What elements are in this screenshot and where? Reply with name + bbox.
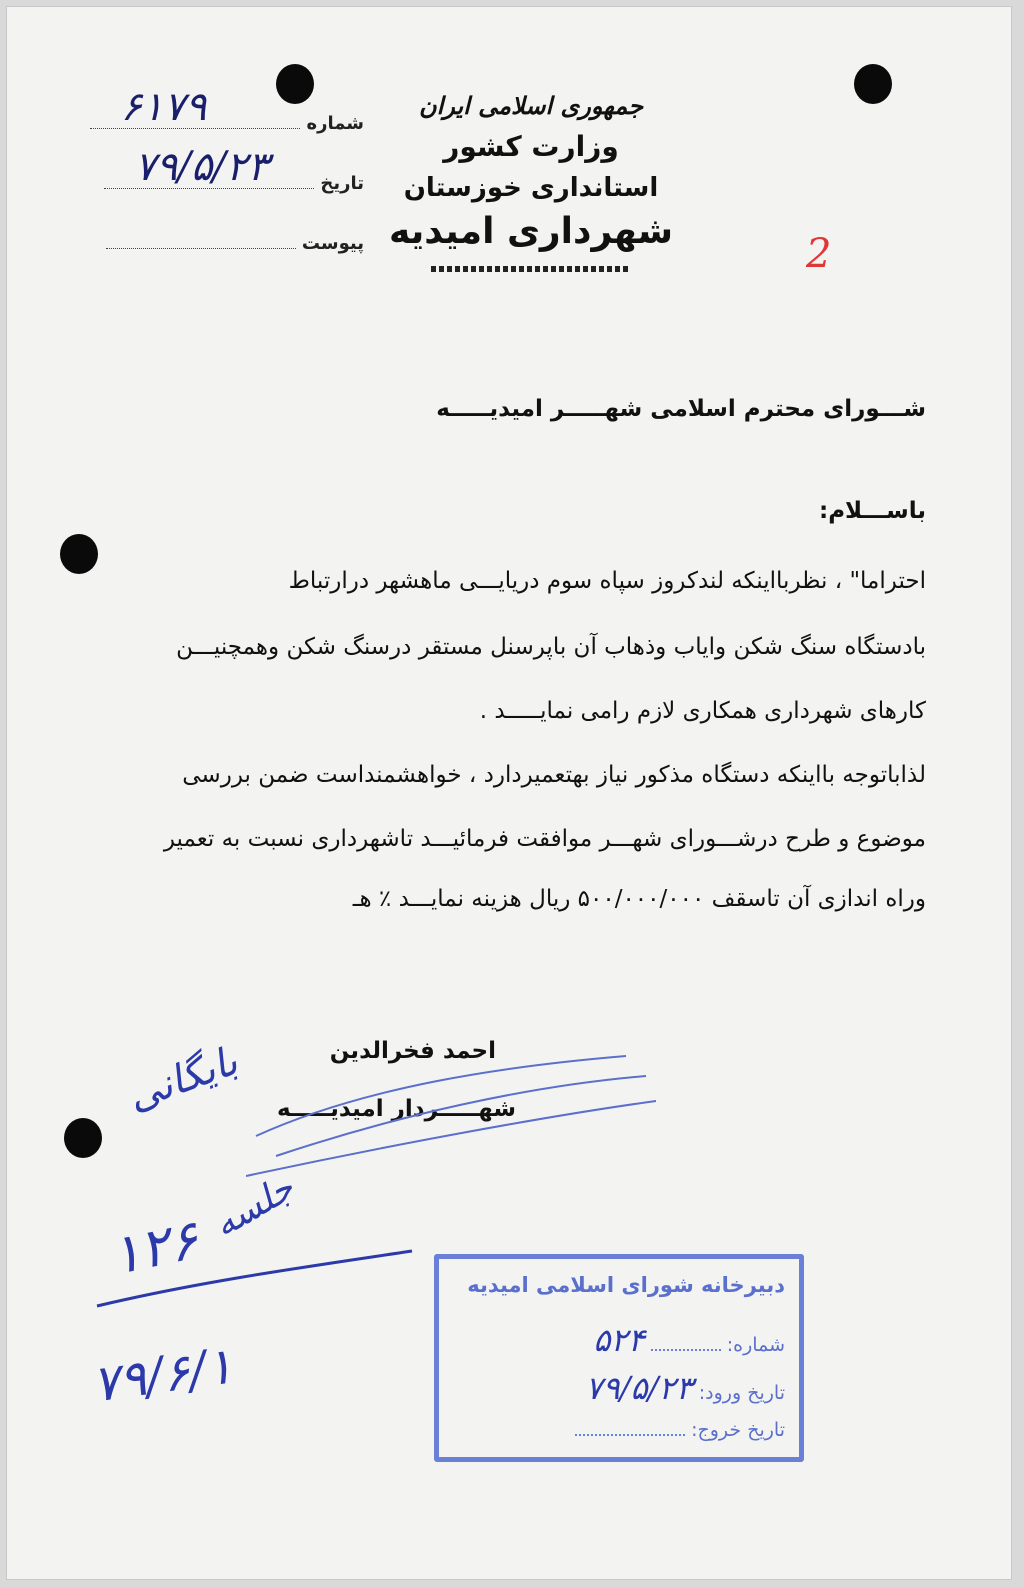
red-page-mark: 2 [806, 231, 832, 277]
handwritten-underline [92, 1246, 422, 1336]
letterhead-governorate: استانداری خوزستان [403, 173, 659, 203]
signatory-title: شهـــــردار امیدیـــــه [276, 1096, 516, 1122]
letterhead-republic: جمهوری اسلامی ایران [418, 91, 644, 120]
number-label: شماره [306, 113, 364, 134]
signatory-name: احمد فخرالدین [329, 1038, 496, 1064]
handwritten-number: ۱۲۶ [105, 1207, 204, 1288]
letterhead [366, 91, 696, 272]
handwritten-date: ۷۹/۶/۱ [88, 1336, 237, 1414]
body-line: لذاباتوجه بااینکه دستگاه مذکور نیاز بهتعمیردارد ، خواهشمنداست ضمن بررسی [182, 762, 926, 788]
date-row [104, 144, 364, 194]
body-line: وراه اندازی آن تاسقف ۵۰۰/۰۰۰/۰۰۰ ریال هزینه نمایـــد ٪ هـ [352, 886, 926, 912]
signature-strokes [246, 1046, 666, 1186]
letterhead-divider [431, 266, 631, 272]
letterhead-ministry: وزارت کشور [443, 130, 619, 163]
body-line: بادستگاه سنگ شکن وایاب وذهاب آن باپرسنل مستقر درسنگ شکن وهمچنیـــن [176, 634, 926, 660]
stamp-title: دبیرخانه شورای اسلامی امیدیه [467, 1273, 785, 1297]
stamp-number-value: ۵۲۴ [593, 1321, 645, 1359]
letterhead-municipality: شهرداری امیدیه [388, 211, 674, 252]
salutation: باســـلام: [819, 498, 926, 524]
stamp-exit-row [575, 1419, 785, 1441]
header-meta [64, 84, 364, 276]
punch-hole [854, 64, 892, 104]
date-value: ۷۹/۵/۲۳ [134, 144, 269, 190]
number-value: ۶۱۷۹ [120, 84, 207, 130]
secretariat-stamp [434, 1254, 804, 1462]
date-label: تاریخ [320, 173, 364, 194]
stamp-entry-label: تاریخ ورود: [698, 1382, 785, 1404]
attachment-label: پیوست [301, 233, 364, 254]
body-line: احتراما" ، نظربااینکه لندکروز سپاه سوم دریایـــی ماهشهر درارتباط [288, 568, 926, 594]
stamp-number-row [593, 1321, 785, 1359]
addressee: شـــورای محترم اسلامی شهـــــر امیدیـــــه [436, 396, 926, 422]
body-line: کارهای شهرداری همکاری لازم رامی نمایـــــد . [479, 698, 926, 724]
number-row [90, 84, 364, 134]
handwritten-note: جلسه [206, 1167, 302, 1246]
letter-page [6, 6, 1012, 1580]
stamp-entry-value: ۷۹/۵/۲۳ [585, 1369, 693, 1407]
stamp-exit-label: تاریخ خروج: [691, 1419, 785, 1441]
punch-hole [64, 1118, 102, 1158]
body-line: موضوع و طرح درشـــورای شهـــر موافقت فرمائیـــد تاشهرداری نسبت به تعمیر [163, 826, 926, 852]
stamp-number-label: شماره: [726, 1334, 785, 1356]
attachment-row [106, 226, 364, 254]
handwritten-note: بایگانی [121, 1038, 244, 1120]
stamp-entry-row [585, 1369, 785, 1407]
